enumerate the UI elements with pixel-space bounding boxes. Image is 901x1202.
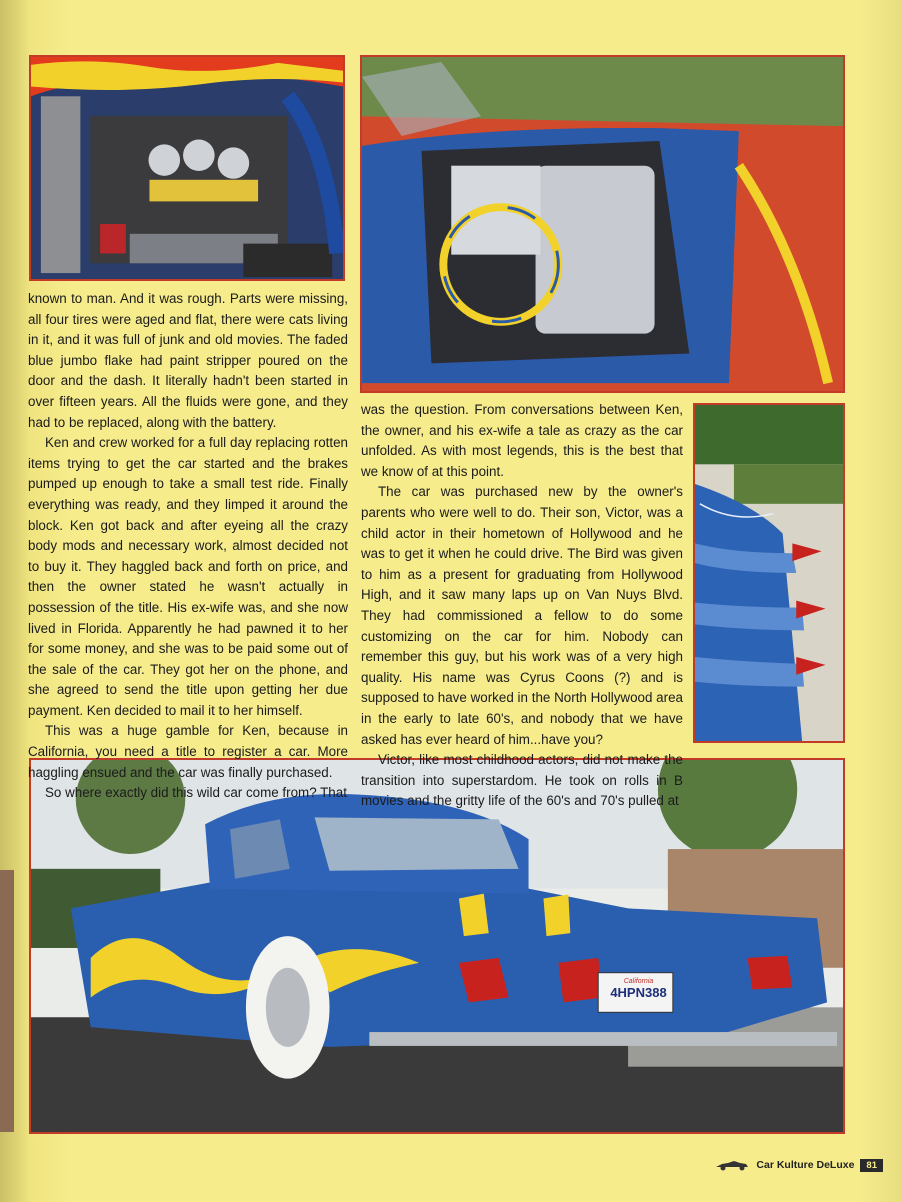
- paragraph: Victor, like most childhood actors, did not make the transition into superstardom. He took on rolls in B movies and the gritty life of the 60's and 70's pulled at: [361, 752, 683, 809]
- left-text-column: [28, 289, 348, 804]
- paragraph: was the question. From conversations between Ken, the owner, and his ex-wife a tale as crazy as the car unfolded. As with most legends, this is the best that we know of at this point.: [361, 402, 683, 479]
- plate-state: California: [623, 978, 654, 985]
- paragraph: Ken and crew worked for a full day replacing rotten items trying to get the car started and the brakes pumped up enough to take a small test ride. Finally everything was ready, and they limped it around the block. Ken got back and after eyeing all the crazy body mods and necessary work, almost decided not to buy it. They haggled back and forth on price, and then the owner stated he wasn't actually in possession of the title. His ex-wife was, and she now lived in Florida. Apparently he had pawned it to her for some money, and she was to be paid some out of the sale of the car. They got her on the phone, and she agreed to send the title upon getting her due payment. Ken decided to mail it to her himself.: [28, 435, 348, 718]
- paragraph: So where exactly did this wild car come from? That: [45, 785, 347, 801]
- page-footer: [714, 1157, 883, 1173]
- paragraph: known to man. And it was rough. Parts were missing, all four tires were aged and flat, there were cats living in it, and it was full of junk and old movies. The faded blue jumbo flake had paint stripper poured on the door and the dash. It literally hadn't been started in over fifteen years. All the fluids were gone, and they had to be replaced, along with the battery.: [28, 291, 348, 430]
- paragraph: The car was purchased new by the owner's parents who were well to do. Their son, Victor, was a child actor in their hometown of Hollywood and he was to get it when he could drive. The Bird was given to him as a present for graduating from Hollywood High, and it saw many laps up on Van Nuys Blvd. They had commissioned a fellow to do some customizing on the car for him. Nobody can remember this guy, but his work was of a very high quality. His name was Cyrus Coons (?) and is supposed to have worked in the North Hollywood area in the early to late 60's, and nobody that we have asked has ever heard of him...have you?: [361, 484, 683, 747]
- paragraph: This was a huge gamble for Ken, because in California, you need a title to register a car. More haggling ensued and the car was finally purchased.: [28, 723, 348, 780]
- car-rear-photo: [29, 758, 845, 1134]
- magazine-brand: Car Kulture DeLuxe: [756, 1159, 855, 1171]
- interior-photo: [360, 55, 845, 393]
- page-number: 81: [860, 1159, 883, 1172]
- hot-rod-logo-icon: [714, 1159, 750, 1171]
- license-plate: [601, 975, 676, 1015]
- taillights-photo: [693, 403, 845, 743]
- page-edge-strip: [0, 870, 14, 1132]
- right-text-column: [361, 400, 683, 812]
- engine-photo: [29, 55, 345, 281]
- plate-number: 4HPN388: [610, 985, 667, 1000]
